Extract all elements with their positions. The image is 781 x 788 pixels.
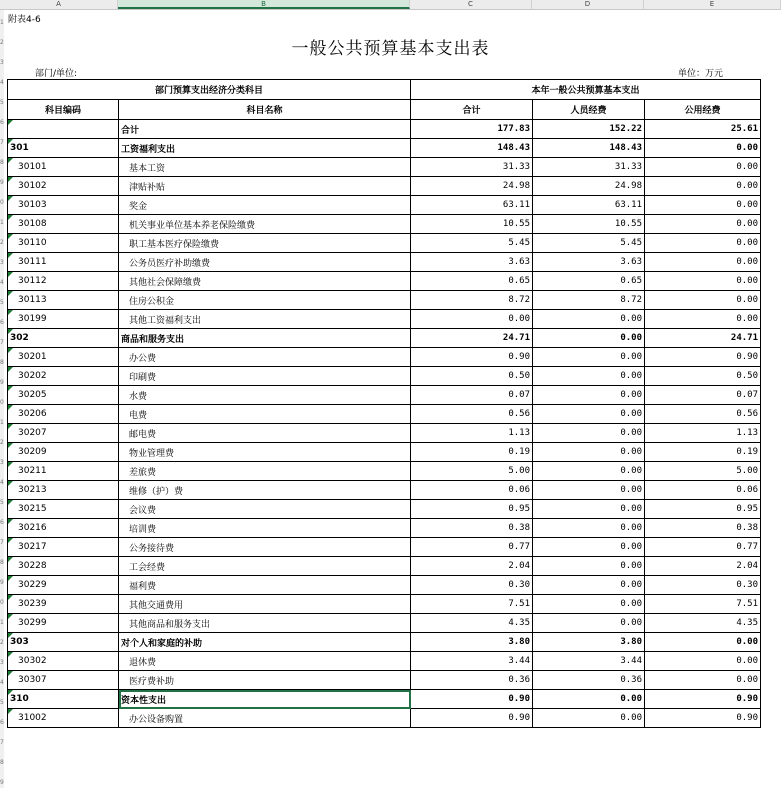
- cell-code[interactable]: 30101: [8, 158, 119, 177]
- cell-name[interactable]: 工资福利支出: [119, 139, 411, 158]
- table-row: [8, 538, 761, 557]
- cell-personnel[interactable]: 0.00: [533, 557, 645, 576]
- cell-name[interactable]: 其他交通费用: [119, 595, 411, 614]
- cell-public[interactable]: 0.90: [645, 348, 761, 367]
- row-number[interactable]: 5: [0, 699, 4, 706]
- cell-public[interactable]: 2.04: [645, 557, 761, 576]
- cell-name[interactable]: 其他商品和服务支出: [119, 614, 411, 633]
- cell-code[interactable]: 30307: [8, 671, 119, 690]
- cell-name[interactable]: 会议费: [119, 500, 411, 519]
- row-number[interactable]: 2: [0, 239, 4, 246]
- table-row: [8, 443, 761, 462]
- sheet-label: 附表4-6: [8, 15, 41, 25]
- cell-personnel[interactable]: 0.00: [533, 595, 645, 614]
- row-number[interactable]: 7: [0, 739, 4, 746]
- row-number[interactable]: 5: [0, 299, 4, 306]
- cell-total[interactable]: 0.90: [411, 709, 533, 728]
- cell-total[interactable]: 0.19: [411, 443, 533, 462]
- table-row: [8, 272, 761, 291]
- row-number-strip: [0, 10, 4, 788]
- cell-public[interactable]: 0.00: [645, 234, 761, 253]
- header-group-left[interactable]: 部门预算支出经济分类科目: [8, 80, 411, 100]
- cell-name[interactable]: 基本工资: [119, 158, 411, 177]
- table-row: [8, 139, 761, 158]
- cell-total[interactable]: 3.63: [411, 253, 533, 272]
- row-number[interactable]: 4: [0, 679, 4, 686]
- row-number[interactable]: 3: [0, 459, 4, 466]
- column-header-d[interactable]: D: [532, 0, 644, 9]
- cell-total[interactable]: 3.44: [411, 652, 533, 671]
- table-row: [8, 576, 761, 595]
- row-number[interactable]: 9: [0, 379, 4, 386]
- header-public[interactable]: 公用经费: [645, 100, 761, 120]
- cell-code[interactable]: 30209: [8, 443, 119, 462]
- table-row: [8, 234, 761, 253]
- cell-public[interactable]: 0.56: [645, 405, 761, 424]
- cell-public[interactable]: 0.07: [645, 386, 761, 405]
- cell-total[interactable]: 0.06: [411, 481, 533, 500]
- table-row: [8, 158, 761, 177]
- cell-code[interactable]: 30239: [8, 595, 119, 614]
- cell-personnel[interactable]: 152.22: [533, 120, 645, 139]
- row-number[interactable]: 0: [0, 599, 4, 606]
- cell-public[interactable]: 0.00: [645, 158, 761, 177]
- cell-name[interactable]: 商品和服务支出: [119, 329, 411, 348]
- cell-public[interactable]: 7.51: [645, 595, 761, 614]
- unit-label: 单位：万元: [678, 69, 724, 79]
- cell-personnel[interactable]: 3.63: [533, 253, 645, 272]
- cell-public[interactable]: 0.50: [645, 367, 761, 386]
- cell-name[interactable]: 其他工资福利支出: [119, 310, 411, 329]
- row-number[interactable]: 3: [0, 59, 4, 66]
- cell-name[interactable]: 资本性支出: [119, 690, 411, 709]
- cell-code[interactable]: 30299: [8, 614, 119, 633]
- cell-personnel[interactable]: 0.00: [533, 481, 645, 500]
- cell-public[interactable]: 0.19: [645, 443, 761, 462]
- cell-code[interactable]: 30113: [8, 291, 119, 310]
- cell-public[interactable]: 0.00: [645, 215, 761, 234]
- header-row-columns: [8, 100, 761, 120]
- cell-personnel[interactable]: 63.11: [533, 196, 645, 215]
- cell-total[interactable]: 5.00: [411, 462, 533, 481]
- expenditure-table: [7, 79, 761, 728]
- cell-name[interactable]: 公务员医疗补助缴费: [119, 253, 411, 272]
- table-row: [8, 348, 761, 367]
- row-number[interactable]: 5: [0, 99, 4, 106]
- cell-public[interactable]: 0.00: [645, 253, 761, 272]
- cell-name[interactable]: 邮电费: [119, 424, 411, 443]
- table-row: [8, 253, 761, 272]
- cell-public[interactable]: 0.77: [645, 538, 761, 557]
- cell-total[interactable]: 0.07: [411, 386, 533, 405]
- dept-label: 部门/单位:: [35, 69, 78, 79]
- column-header-b[interactable]: B: [118, 0, 410, 9]
- cell-name[interactable]: 差旅费: [119, 462, 411, 481]
- cell-public[interactable]: 0.90: [645, 709, 761, 728]
- header-name[interactable]: 科目名称: [119, 100, 411, 120]
- cell-personnel[interactable]: 0.00: [533, 310, 645, 329]
- row-number[interactable]: 7: [0, 539, 4, 546]
- cell-code[interactable]: 30108: [8, 215, 119, 234]
- cell-name[interactable]: 津贴补贴: [119, 177, 411, 196]
- table-row: [8, 291, 761, 310]
- cell-public[interactable]: 0.00: [645, 652, 761, 671]
- cell-code[interactable]: 30215: [8, 500, 119, 519]
- cell-total[interactable]: 7.51: [411, 595, 533, 614]
- row-number[interactable]: 0: [0, 199, 4, 206]
- cell-code[interactable]: 30102: [8, 177, 119, 196]
- table-row: [8, 481, 761, 500]
- cell-total[interactable]: 63.11: [411, 196, 533, 215]
- row-number[interactable]: 6: [0, 519, 4, 526]
- table-row: [8, 595, 761, 614]
- row-number[interactable]: 7: [0, 139, 4, 146]
- cell-total[interactable]: 0.90: [411, 348, 533, 367]
- cell-total[interactable]: 0.50: [411, 367, 533, 386]
- table-row: [8, 329, 761, 348]
- cell-name[interactable]: 办公费: [119, 348, 411, 367]
- cell-personnel[interactable]: 0.00: [533, 538, 645, 557]
- cell-personnel[interactable]: 3.44: [533, 652, 645, 671]
- column-header-a[interactable]: A: [0, 0, 118, 9]
- cell-public[interactable]: 0.00: [645, 139, 761, 158]
- cell-code[interactable]: 30228: [8, 557, 119, 576]
- cell-name[interactable]: 其他社会保障缴费: [119, 272, 411, 291]
- row-number[interactable]: 4: [0, 479, 4, 486]
- cell-personnel[interactable]: 8.72: [533, 291, 645, 310]
- cell-code[interactable]: [8, 120, 119, 139]
- cell-personnel[interactable]: 0.00: [533, 367, 645, 386]
- cell-personnel[interactable]: 0.00: [533, 519, 645, 538]
- table-row: [8, 177, 761, 196]
- row-number[interactable]: 8: [0, 159, 4, 166]
- cell-total[interactable]: 0.30: [411, 576, 533, 595]
- row-number[interactable]: 1: [0, 419, 4, 426]
- cell-code[interactable]: 302: [8, 329, 119, 348]
- cell-total[interactable]: 0.56: [411, 405, 533, 424]
- cell-code[interactable]: 30110: [8, 234, 119, 253]
- cell-name[interactable]: 水费: [119, 386, 411, 405]
- cell-personnel[interactable]: 0.36: [533, 671, 645, 690]
- row-number[interactable]: 3: [0, 659, 4, 666]
- row-number[interactable]: 6: [0, 119, 4, 126]
- row-number[interactable]: 0: [0, 399, 4, 406]
- cell-personnel[interactable]: 0.00: [533, 709, 645, 728]
- cell-total[interactable]: 0.38: [411, 519, 533, 538]
- cell-code[interactable]: 31002: [8, 709, 119, 728]
- cell-code[interactable]: 30302: [8, 652, 119, 671]
- cell-code[interactable]: 30111: [8, 253, 119, 272]
- cell-name[interactable]: 工会经费: [119, 557, 411, 576]
- table-row: [8, 652, 761, 671]
- cell-name[interactable]: 印刷费: [119, 367, 411, 386]
- cell-personnel[interactable]: 0.65: [533, 272, 645, 291]
- cell-total[interactable]: 24.98: [411, 177, 533, 196]
- cell-total[interactable]: 10.55: [411, 215, 533, 234]
- cell-total[interactable]: 0.36: [411, 671, 533, 690]
- row-number[interactable]: 2: [0, 39, 4, 46]
- cell-code[interactable]: 30207: [8, 424, 119, 443]
- row-number[interactable]: 8: [0, 559, 4, 566]
- cell-name[interactable]: 公务接待费: [119, 538, 411, 557]
- row-number[interactable]: 9: [0, 779, 4, 786]
- cell-code[interactable]: 30202: [8, 367, 119, 386]
- cell-total[interactable]: 0.00: [411, 310, 533, 329]
- cell-total[interactable]: 148.43: [411, 139, 533, 158]
- cell-code[interactable]: 30103: [8, 196, 119, 215]
- table-row: [8, 633, 761, 652]
- cell-name[interactable]: 退休费: [119, 652, 411, 671]
- cell-public[interactable]: 0.00: [645, 310, 761, 329]
- cell-personnel[interactable]: 0.00: [533, 576, 645, 595]
- cell-code[interactable]: 30211: [8, 462, 119, 481]
- cell-total[interactable]: 0.90: [411, 690, 533, 709]
- row-number[interactable]: 8: [0, 359, 4, 366]
- table-row: [8, 367, 761, 386]
- cell-code[interactable]: 30217: [8, 538, 119, 557]
- cell-code[interactable]: 30229: [8, 576, 119, 595]
- cell-public[interactable]: 0.30: [645, 576, 761, 595]
- row-number[interactable]: 2: [0, 639, 4, 646]
- row-number[interactable]: 1: [0, 619, 4, 626]
- cell-personnel[interactable]: 0.00: [533, 462, 645, 481]
- cell-code[interactable]: 30213: [8, 481, 119, 500]
- cell-code[interactable]: 30112: [8, 272, 119, 291]
- cell-personnel[interactable]: 5.45: [533, 234, 645, 253]
- cell-total[interactable]: 3.80: [411, 633, 533, 652]
- cell-personnel[interactable]: 0.00: [533, 386, 645, 405]
- cell-public[interactable]: 0.00: [645, 633, 761, 652]
- cell-personnel[interactable]: 31.33: [533, 158, 645, 177]
- column-header-e[interactable]: E: [644, 0, 781, 9]
- cell-public[interactable]: 4.35: [645, 614, 761, 633]
- row-number[interactable]: 2: [0, 439, 4, 446]
- cell-public[interactable]: 0.06: [645, 481, 761, 500]
- row-number[interactable]: 1: [0, 19, 4, 26]
- cell-personnel[interactable]: 3.80: [533, 633, 645, 652]
- cell-public[interactable]: 1.13: [645, 424, 761, 443]
- table-row: [8, 519, 761, 538]
- table-row: [8, 120, 761, 139]
- table-row: [8, 557, 761, 576]
- row-number[interactable]: 7: [0, 339, 4, 346]
- cell-name[interactable]: 维修（护）费: [119, 481, 411, 500]
- table-row: [8, 614, 761, 633]
- cell-name[interactable]: 合计: [119, 120, 411, 139]
- cell-total[interactable]: 4.35: [411, 614, 533, 633]
- cell-public[interactable]: 0.00: [645, 272, 761, 291]
- row-number[interactable]: 4: [0, 79, 4, 86]
- cell-name[interactable]: 奖金: [119, 196, 411, 215]
- header-total[interactable]: 合计: [411, 100, 533, 120]
- header-personnel[interactable]: 人员经费: [533, 100, 645, 120]
- row-number[interactable]: 1: [0, 219, 4, 226]
- cell-personnel[interactable]: 0.00: [533, 329, 645, 348]
- cell-name[interactable]: 对个人和家庭的补助: [119, 633, 411, 652]
- cell-personnel[interactable]: 0.00: [533, 405, 645, 424]
- column-header-bar: [0, 0, 781, 10]
- table-row: [8, 462, 761, 481]
- cell-public[interactable]: 0.95: [645, 500, 761, 519]
- header-code[interactable]: 科目编码: [8, 100, 119, 120]
- cell-personnel[interactable]: 0.00: [533, 614, 645, 633]
- column-header-c[interactable]: C: [410, 0, 532, 9]
- cell-personnel[interactable]: 0.00: [533, 348, 645, 367]
- cell-code[interactable]: 30205: [8, 386, 119, 405]
- cell-name[interactable]: 住房公积金: [119, 291, 411, 310]
- cell-name[interactable]: 培训费: [119, 519, 411, 538]
- cell-personnel[interactable]: 24.98: [533, 177, 645, 196]
- header-group-right[interactable]: 本年一般公共预算基本支出: [411, 80, 761, 100]
- cell-code[interactable]: 303: [8, 633, 119, 652]
- cell-name[interactable]: 电费: [119, 405, 411, 424]
- page-title: 一般公共预算基本支出表: [291, 39, 490, 59]
- cell-total[interactable]: 31.33: [411, 158, 533, 177]
- cell-public[interactable]: 0.00: [645, 196, 761, 215]
- cell-public[interactable]: 0.00: [645, 291, 761, 310]
- row-number[interactable]: 9: [0, 179, 4, 186]
- cell-code[interactable]: 301: [8, 139, 119, 158]
- cell-public[interactable]: 0.00: [645, 671, 761, 690]
- cell-public[interactable]: 25.61: [645, 120, 761, 139]
- cell-personnel[interactable]: 0.00: [533, 443, 645, 462]
- cell-code[interactable]: 30201: [8, 348, 119, 367]
- cell-code[interactable]: 310: [8, 690, 119, 709]
- table-row: [8, 500, 761, 519]
- cell-total[interactable]: 0.65: [411, 272, 533, 291]
- cell-name[interactable]: 办公设备购置: [119, 709, 411, 728]
- cell-total[interactable]: 24.71: [411, 329, 533, 348]
- cell-public[interactable]: 0.90: [645, 690, 761, 709]
- cell-total[interactable]: 177.83: [411, 120, 533, 139]
- table-row: [8, 671, 761, 690]
- cell-name[interactable]: 职工基本医疗保险缴费: [119, 234, 411, 253]
- cell-name[interactable]: 福利费: [119, 576, 411, 595]
- cell-total[interactable]: 1.13: [411, 424, 533, 443]
- cell-total[interactable]: 8.72: [411, 291, 533, 310]
- table-row: [8, 690, 761, 709]
- cell-personnel[interactable]: 148.43: [533, 139, 645, 158]
- table-row: [8, 424, 761, 443]
- row-number[interactable]: 8: [0, 759, 4, 766]
- cell-total[interactable]: 5.45: [411, 234, 533, 253]
- row-number[interactable]: 4: [0, 279, 4, 286]
- table-row: [8, 709, 761, 728]
- cell-personnel[interactable]: 0.00: [533, 690, 645, 709]
- cell-total[interactable]: 0.77: [411, 538, 533, 557]
- cell-total[interactable]: 2.04: [411, 557, 533, 576]
- row-number[interactable]: 5: [0, 499, 4, 506]
- cell-code[interactable]: 30199: [8, 310, 119, 329]
- table-row: [8, 196, 761, 215]
- cell-code[interactable]: 30216: [8, 519, 119, 538]
- cell-personnel[interactable]: 10.55: [533, 215, 645, 234]
- cell-public[interactable]: 24.71: [645, 329, 761, 348]
- cell-name[interactable]: 机关事业单位基本养老保险缴费: [119, 215, 411, 234]
- table-row: [8, 386, 761, 405]
- cell-personnel[interactable]: 0.00: [533, 500, 645, 519]
- cell-name[interactable]: 医疗费补助: [119, 671, 411, 690]
- table-row: [8, 310, 761, 329]
- table-row: [8, 405, 761, 424]
- row-number[interactable]: 9: [0, 579, 4, 586]
- table-row: [8, 215, 761, 234]
- cell-name[interactable]: 物业管理费: [119, 443, 411, 462]
- cell-total[interactable]: 0.95: [411, 500, 533, 519]
- cell-public[interactable]: 0.38: [645, 519, 761, 538]
- cell-public[interactable]: 0.00: [645, 177, 761, 196]
- row-number[interactable]: 3: [0, 259, 4, 266]
- cell-personnel[interactable]: 0.00: [533, 424, 645, 443]
- cell-code[interactable]: 30206: [8, 405, 119, 424]
- row-number[interactable]: 6: [0, 319, 4, 326]
- row-number[interactable]: 6: [0, 719, 4, 726]
- cell-public[interactable]: 5.00: [645, 462, 761, 481]
- header-row-group: [8, 80, 761, 100]
